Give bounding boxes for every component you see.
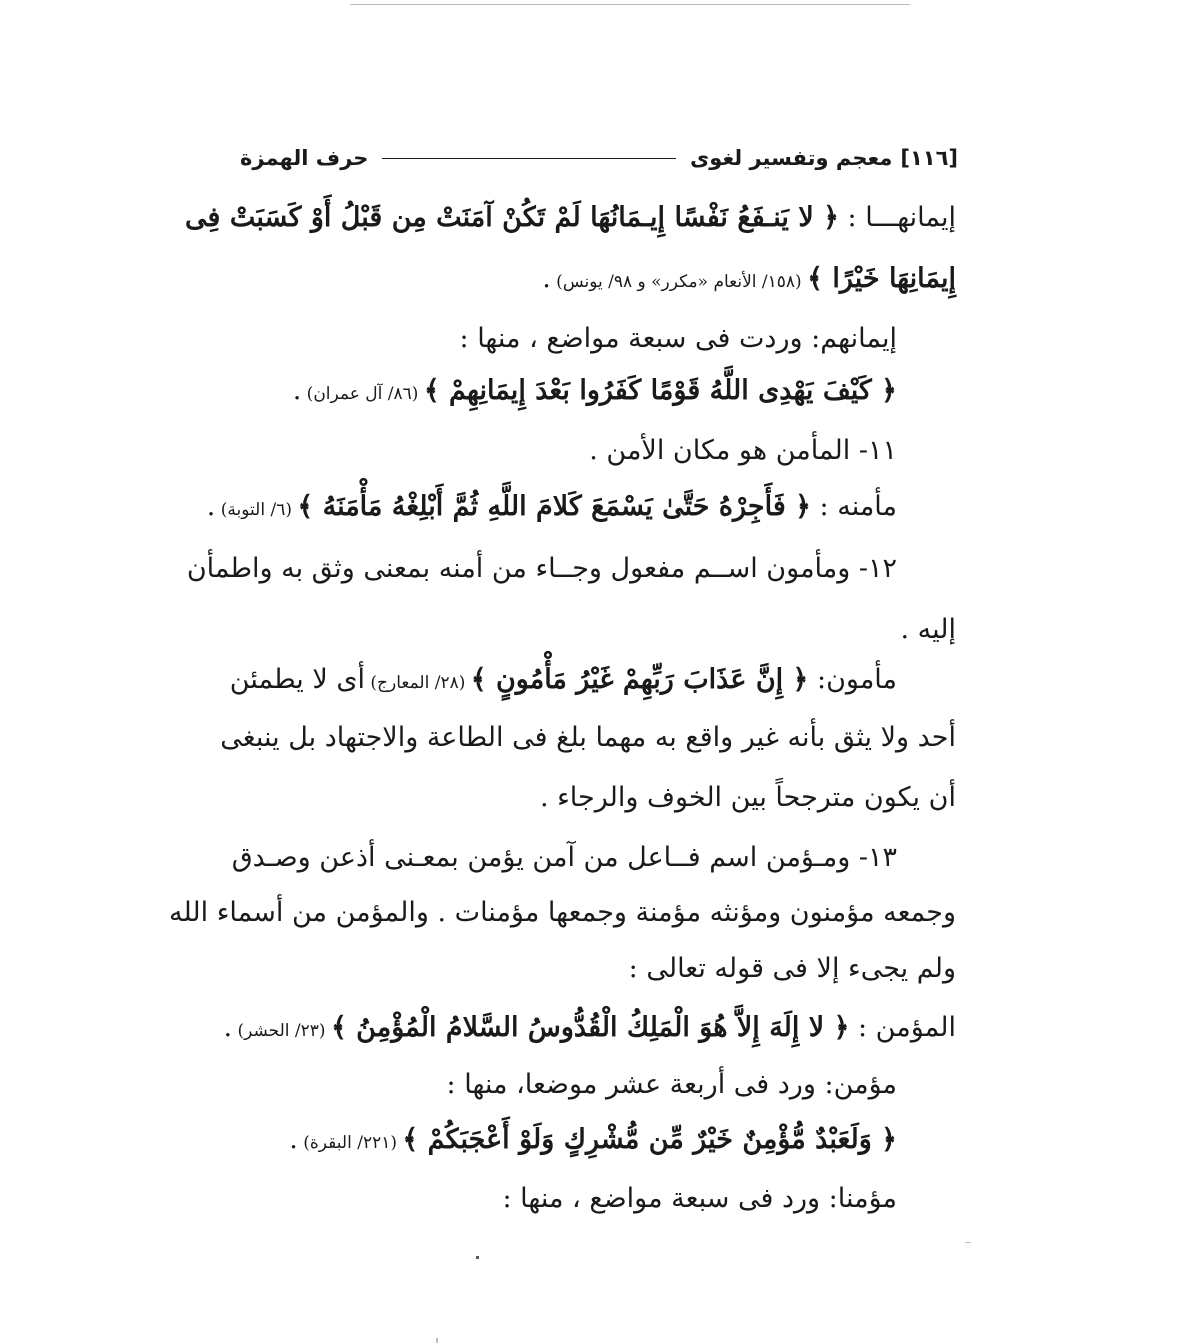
text-line [293, 377, 897, 404]
scan-edge-mark [350, 4, 910, 5]
line-text: مؤمن: ورد فى أربعة عشر موضعا، منها : [446, 1069, 897, 1100]
section-title: حرف الهمزة [240, 146, 369, 170]
quran-verse: ﴿ فَأَجِرْهُ حَتَّىٰ يَسْمَعَ كَلامَ اللَّهِ ثُمَّ أَبْلِغْهُ مَأْمَنَهُ ﴾ [297, 491, 811, 522]
text-line [207, 493, 897, 520]
quran-verse: إِيمَانِهَا خَيْرًا ﴾ [807, 263, 956, 294]
line-text: أى لا يطمئن [229, 664, 365, 695]
text-line [231, 842, 897, 873]
text-line [186, 553, 897, 584]
line-text: ١١- المأمن هو مكان الأمن . [589, 435, 897, 466]
line-text: . [206, 491, 216, 522]
quran-verse: ﴿ إِنَّ عَذَابَ رَبِّهِمْ غَيْرُ مَأْمُونٍ ﴾ [470, 664, 809, 695]
page-number: [١١٦] [900, 146, 958, 170]
line-text: أن يكون مترجحاً بين الخوف والرجاء . [539, 782, 956, 813]
text-line [223, 1014, 956, 1041]
quran-verse: ﴿ كَيْفَ يَهْدِى اللَّهُ قَوْمًا كَفَرُوا بَعْدَ إِيمَانِهِمْ ﴾ [423, 375, 897, 406]
running-header [240, 140, 958, 176]
text-line [447, 1071, 897, 1098]
scan-tick [965, 1242, 971, 1243]
text-line [900, 616, 956, 643]
text-line [185, 202, 956, 233]
line-text: مؤمنا: ورد فى سبعة مواضع ، منها : [502, 1183, 897, 1214]
text-line [502, 1185, 897, 1212]
text-line [589, 437, 897, 464]
quran-verse: ﴿ لا إِلَهَ إِلاَّ هُوَ الْمَلِكُ الْقُدُّوسُ السَّلامُ الْمُؤْمِنُ ﴾ [330, 1012, 850, 1043]
line-text: . [292, 375, 302, 406]
text-line [542, 265, 956, 292]
line-text: ولم يجىء إلا فى قوله تعالى : [628, 953, 956, 984]
line-text: إيمانهم: وردت فى سبعة مواضع ، منها : [459, 323, 897, 354]
line-text: ١٢- ومأمون اســم مفعول وجــاء من أمنه بمعنى وثق به واطمأن [186, 553, 897, 584]
line-text: وجمعه مؤمنون ومؤنثه مؤمنة وجمعها مؤمنات . والمؤمن من أسماء الله [169, 897, 956, 928]
line-text: مأمون: [808, 664, 897, 695]
line-text: أحد ولا يثق بأنه غير واقع به مهما بلغ فى الطاعة والاجتهاد بل ينبغى [220, 722, 956, 753]
verse-reference: (٢٢١/ البقرة) [297, 1133, 403, 1153]
text-line [169, 897, 956, 928]
verse-reference: (٢٨/ المعارج) [364, 673, 471, 693]
verse-reference: (١٥٨/ الأنعام «مكرر» و ٩٨/ يونس) [550, 272, 808, 292]
line-text: إليه . [900, 614, 956, 645]
verse-reference: (٨٦/ آل عمران) [301, 384, 424, 404]
line-text: . [223, 1012, 233, 1043]
quran-verse: ﴿ وَلَعَبْدٌ مُّؤْمِنٌ خَيْرٌ مِّن مُّشْرِكٍ وَلَوْ أَعْجَبَكُمْ ﴾ [402, 1124, 897, 1155]
book-title: معجم وتفسير لغوى [690, 146, 893, 170]
text-line [229, 664, 897, 695]
line-text: . [542, 263, 551, 294]
text-line [220, 722, 956, 753]
line-text: إيمانهـــا : [838, 202, 956, 233]
verse-reference: (٢٣/ الحشر) [232, 1021, 331, 1041]
scan-tick [436, 1338, 438, 1343]
text-line [540, 784, 956, 811]
line-text: المؤمن : [849, 1012, 956, 1043]
header-rule [382, 158, 676, 159]
scan-dot [476, 1256, 479, 1259]
text-line [629, 955, 956, 982]
verse-reference: (٦/ التوبة) [215, 500, 298, 520]
line-text: مأمنه : [810, 491, 897, 522]
text-line [289, 1126, 897, 1153]
quran-verse: ﴿ لا يَنـفَعُ نَفْسًا إِيـمَانُهَا لَمْ تَكُنْ آمَنَتْ مِن قَبْلُ أَوْ كَسَبَتْ فِى [185, 202, 839, 233]
line-text: . [289, 1124, 298, 1155]
line-text: ١٣- ومـؤمن اسم فــاعل من آمن يؤمن بمعـنى أذعن وصـدق [231, 842, 897, 873]
text-line [460, 325, 897, 352]
